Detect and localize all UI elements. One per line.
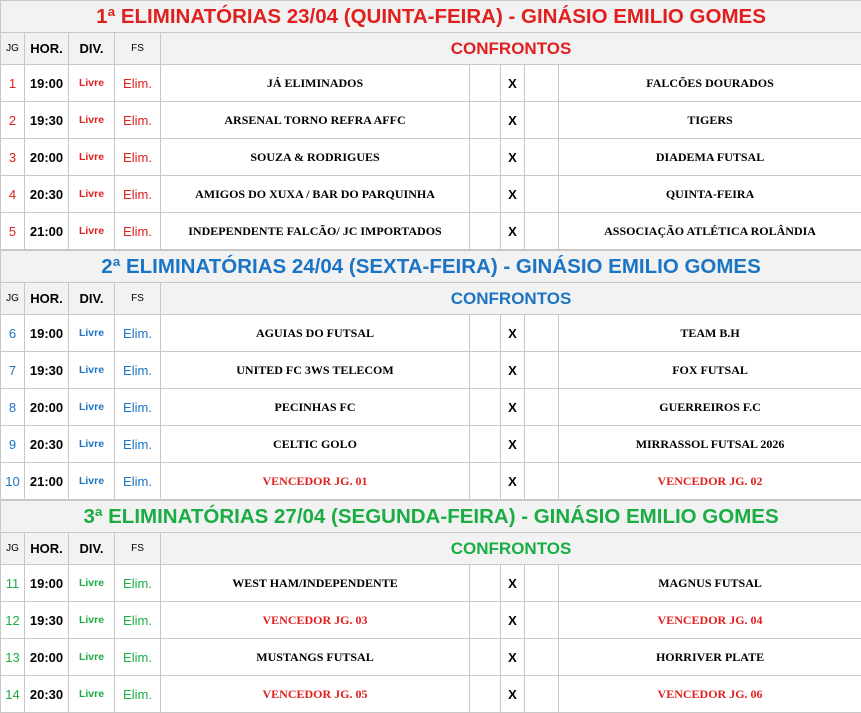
game-division: Livre	[69, 176, 115, 213]
game-number: 9	[1, 426, 25, 463]
home-team: JÁ ELIMINADOS	[161, 65, 470, 102]
game-phase: Elim.	[115, 315, 161, 352]
away-score	[525, 139, 559, 176]
home-score	[470, 176, 501, 213]
table-row	[1, 639, 861, 676]
home-team: INDEPENDENTE FALCÃO/ JC IMPORTADOS	[161, 213, 470, 251]
game-time: 19:30	[25, 102, 69, 139]
header-hor: HOR.	[25, 33, 69, 65]
away-score	[525, 565, 559, 602]
section-title-row	[1, 250, 861, 283]
table-row	[1, 463, 861, 501]
away-score	[525, 352, 559, 389]
table-row	[1, 139, 861, 176]
game-time: 20:00	[25, 389, 69, 426]
home-score	[470, 102, 501, 139]
game-division: Livre	[69, 639, 115, 676]
game-phase: Elim.	[115, 639, 161, 676]
versus-mark: X	[501, 676, 525, 713]
game-number: 6	[1, 315, 25, 352]
table-row	[1, 315, 861, 352]
game-phase: Elim.	[115, 176, 161, 213]
away-score	[525, 315, 559, 352]
game-phase: Elim.	[115, 426, 161, 463]
home-team: UNITED FC 3WS TELECOM	[161, 352, 470, 389]
game-time: 19:00	[25, 565, 69, 602]
game-time: 19:30	[25, 352, 69, 389]
home-score	[470, 463, 501, 501]
game-division: Livre	[69, 102, 115, 139]
away-team: FALCÕES DOURADOS	[559, 65, 861, 102]
table-row	[1, 352, 861, 389]
home-team: CELTIC GOLO	[161, 426, 470, 463]
away-team: DIADEMA FUTSAL	[559, 139, 861, 176]
game-number: 1	[1, 65, 25, 102]
home-score	[470, 315, 501, 352]
versus-mark: X	[501, 176, 525, 213]
header-fs: FS	[115, 533, 161, 565]
versus-mark: X	[501, 139, 525, 176]
game-time: 20:00	[25, 639, 69, 676]
home-score	[470, 65, 501, 102]
table-row	[1, 676, 861, 713]
game-division: Livre	[69, 463, 115, 501]
away-team: ASSOCIAÇÃO ATLÉTICA ROLÂNDIA	[559, 213, 861, 251]
game-division: Livre	[69, 426, 115, 463]
versus-mark: X	[501, 102, 525, 139]
away-team: FOX FUTSAL	[559, 352, 861, 389]
game-time: 19:00	[25, 315, 69, 352]
game-number: 11	[1, 565, 25, 602]
header-hor: HOR.	[25, 283, 69, 315]
game-phase: Elim.	[115, 139, 161, 176]
table-row	[1, 176, 861, 213]
section-title: 2ª ELIMINATÓRIAS 24/04 (SEXTA-FEIRA) - GINÁSIO EMILIO GOMES	[1, 250, 861, 283]
away-team: VENCEDOR JG. 02	[559, 463, 861, 501]
away-score	[525, 65, 559, 102]
game-phase: Elim.	[115, 102, 161, 139]
game-number: 14	[1, 676, 25, 713]
versus-mark: X	[501, 352, 525, 389]
versus-mark: X	[501, 639, 525, 676]
column-header-row	[1, 283, 861, 315]
game-time: 20:30	[25, 676, 69, 713]
game-division: Livre	[69, 602, 115, 639]
section-title-row	[1, 500, 861, 533]
game-phase: Elim.	[115, 65, 161, 102]
game-number: 2	[1, 102, 25, 139]
home-score	[470, 676, 501, 713]
table-row	[1, 65, 861, 102]
game-number: 8	[1, 389, 25, 426]
game-phase: Elim.	[115, 602, 161, 639]
table-row	[1, 602, 861, 639]
away-team: HORRIVER PLATE	[559, 639, 861, 676]
away-score	[525, 102, 559, 139]
section-title: 1ª ELIMINATÓRIAS 23/04 (QUINTA-FEIRA) - GINÁSIO EMILIO GOMES	[1, 1, 861, 33]
table-row	[1, 389, 861, 426]
game-phase: Elim.	[115, 213, 161, 251]
game-number: 13	[1, 639, 25, 676]
home-score	[470, 213, 501, 251]
game-phase: Elim.	[115, 463, 161, 501]
home-score	[470, 426, 501, 463]
game-division: Livre	[69, 65, 115, 102]
table-row	[1, 102, 861, 139]
game-number: 4	[1, 176, 25, 213]
away-score	[525, 389, 559, 426]
home-team: MUSTANGS FUTSAL	[161, 639, 470, 676]
table-row	[1, 565, 861, 602]
versus-mark: X	[501, 565, 525, 602]
header-jg: JG	[1, 283, 25, 315]
game-number: 7	[1, 352, 25, 389]
game-time: 19:30	[25, 602, 69, 639]
game-phase: Elim.	[115, 565, 161, 602]
game-number: 5	[1, 213, 25, 251]
header-div: DIV.	[69, 283, 115, 315]
home-team: AGUIAS DO FUTSAL	[161, 315, 470, 352]
versus-mark: X	[501, 315, 525, 352]
header-fs: FS	[115, 33, 161, 65]
home-score	[470, 139, 501, 176]
game-time: 20:30	[25, 176, 69, 213]
game-division: Livre	[69, 139, 115, 176]
game-phase: Elim.	[115, 676, 161, 713]
home-score	[470, 565, 501, 602]
game-time: 21:00	[25, 213, 69, 251]
away-team: QUINTA-FEIRA	[559, 176, 861, 213]
game-phase: Elim.	[115, 352, 161, 389]
home-score	[470, 389, 501, 426]
versus-mark: X	[501, 213, 525, 251]
home-team: VENCEDOR JG. 01	[161, 463, 470, 501]
home-team: VENCEDOR JG. 03	[161, 602, 470, 639]
away-team: VENCEDOR JG. 06	[559, 676, 861, 713]
away-team: GUERREIROS F.C	[559, 389, 861, 426]
header-fs: FS	[115, 283, 161, 315]
game-time: 19:00	[25, 65, 69, 102]
game-division: Livre	[69, 352, 115, 389]
header-jg: JG	[1, 33, 25, 65]
header-confrontos: CONFRONTOS	[161, 283, 861, 315]
game-phase: Elim.	[115, 389, 161, 426]
versus-mark: X	[501, 602, 525, 639]
home-team: ARSENAL TORNO REFRA AFFC	[161, 102, 470, 139]
header-div: DIV.	[69, 33, 115, 65]
away-score	[525, 426, 559, 463]
game-number: 10	[1, 463, 25, 501]
game-time: 20:00	[25, 139, 69, 176]
game-number: 12	[1, 602, 25, 639]
game-division: Livre	[69, 389, 115, 426]
home-team: VENCEDOR JG. 05	[161, 676, 470, 713]
column-header-row	[1, 33, 861, 65]
game-time: 20:30	[25, 426, 69, 463]
section-title: 3ª ELIMINATÓRIAS 27/04 (SEGUNDA-FEIRA) - GINÁSIO EMILIO GOMES	[1, 500, 861, 533]
game-division: Livre	[69, 565, 115, 602]
home-score	[470, 352, 501, 389]
game-division: Livre	[69, 676, 115, 713]
home-team: AMIGOS DO XUXA / BAR DO PARQUINHA	[161, 176, 470, 213]
away-team: VENCEDOR JG. 04	[559, 602, 861, 639]
versus-mark: X	[501, 65, 525, 102]
home-team: PECINHAS FC	[161, 389, 470, 426]
section-title-row	[1, 1, 861, 33]
header-hor: HOR.	[25, 533, 69, 565]
away-score	[525, 176, 559, 213]
header-div: DIV.	[69, 533, 115, 565]
away-team: MAGNUS FUTSAL	[559, 565, 861, 602]
away-team: MIRRASSOL FUTSAL 2026	[559, 426, 861, 463]
away-score	[525, 639, 559, 676]
header-jg: JG	[1, 533, 25, 565]
table-row	[1, 213, 861, 251]
header-confrontos: CONFRONTOS	[161, 33, 861, 65]
away-team: TIGERS	[559, 102, 861, 139]
game-division: Livre	[69, 213, 115, 251]
away-score	[525, 602, 559, 639]
header-confrontos: CONFRONTOS	[161, 533, 861, 565]
home-team: SOUZA & RODRIGUES	[161, 139, 470, 176]
home-score	[470, 602, 501, 639]
away-score	[525, 213, 559, 251]
game-division: Livre	[69, 315, 115, 352]
away-score	[525, 676, 559, 713]
versus-mark: X	[501, 389, 525, 426]
versus-mark: X	[501, 426, 525, 463]
game-time: 21:00	[25, 463, 69, 501]
away-score	[525, 463, 559, 501]
away-team: TEAM B.H	[559, 315, 861, 352]
versus-mark: X	[501, 463, 525, 501]
table-row	[1, 426, 861, 463]
home-team: WEST HAM/INDEPENDENTE	[161, 565, 470, 602]
home-score	[470, 639, 501, 676]
game-number: 3	[1, 139, 25, 176]
column-header-row	[1, 533, 861, 565]
